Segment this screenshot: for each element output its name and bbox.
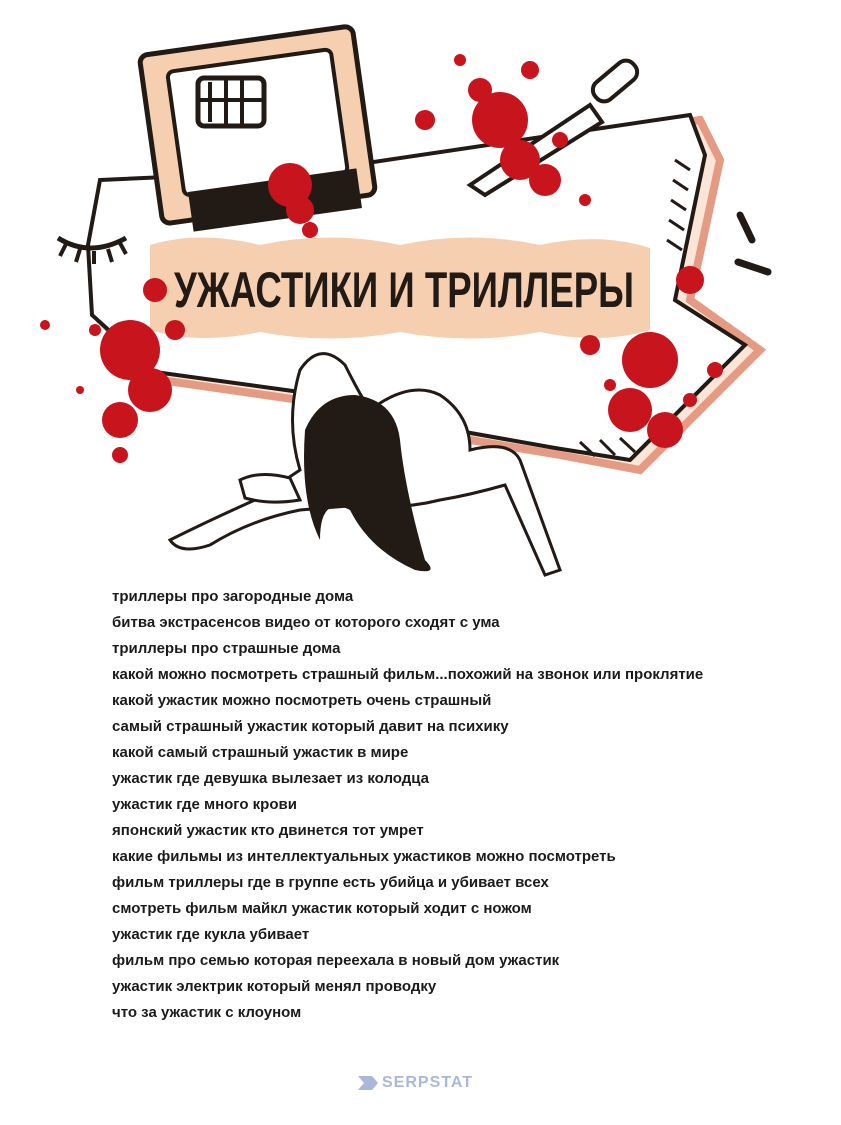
list-item: ужастик где много крови	[112, 796, 297, 813]
list-item: ужастик электрик который менял проводку	[112, 978, 437, 995]
list-item: триллеры про страшные дома	[112, 640, 341, 657]
query-list	[112, 584, 703, 1026]
list-item: ужастик где кукла убивает	[112, 926, 310, 943]
poster-title: УЖАСТИКИ И ТРИЛЛЕРЫ	[174, 262, 634, 318]
list-item: какие фильмы из интеллектуальных ужастиков можно посмотреть	[112, 848, 616, 865]
list-item: смотреть фильм майкл ужастик который ходит с ножом	[112, 900, 532, 917]
logo-text: SERPSTAT	[382, 1074, 473, 1091]
list-item: ужастик где девушка вылезает из колодца	[112, 770, 430, 787]
serpstat-logo	[358, 1072, 473, 1094]
list-item: фильм про семью которая переехала в новый дом ужастик	[112, 952, 560, 969]
list-item: какой можно посмотреть страшный фильм...похожий на звонок или проклятие	[112, 666, 704, 683]
list-item: триллеры про загородные дома	[112, 588, 354, 605]
list-item: что за ужастик с клоуном	[112, 1004, 302, 1021]
list-item: самый страшный ужастик который давит на психику	[112, 718, 509, 735]
list-item: фильм триллеры где в группе есть убийца и убивает всех	[112, 874, 549, 891]
list-item: битва экстрасенсов видео от которого сходят с ума	[112, 614, 500, 631]
list-item: какой ужастик можно посмотреть очень страшный	[112, 692, 492, 709]
scratch-icon	[738, 215, 768, 272]
tv-icon	[139, 26, 376, 232]
serpstat-logo-icon	[358, 1076, 378, 1090]
list-item: японский ужастик кто двинется тот умрет	[112, 822, 424, 839]
list-item: какой самый страшный ужастик в мире	[112, 744, 409, 761]
